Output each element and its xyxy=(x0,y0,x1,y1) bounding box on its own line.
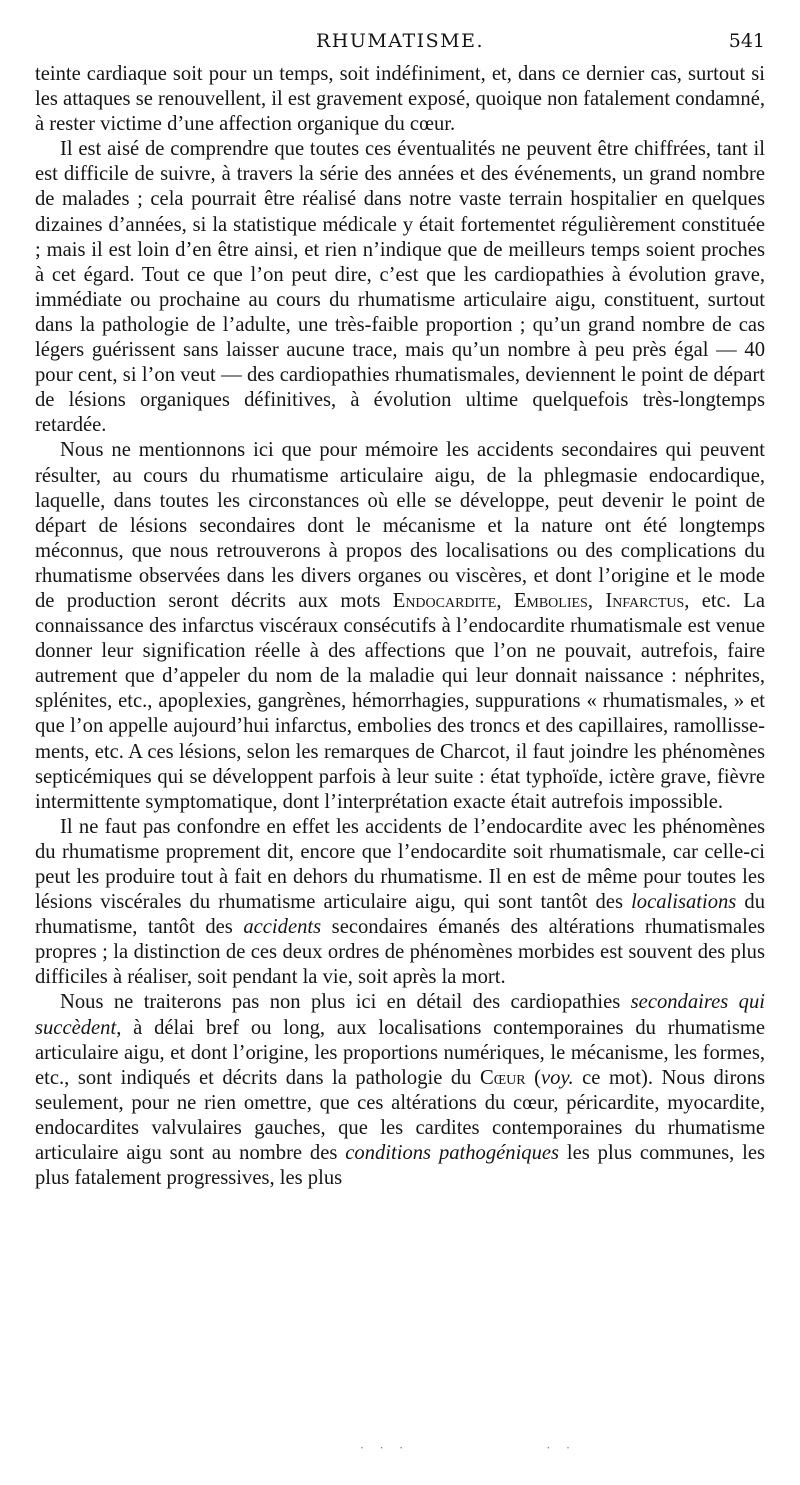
small-caps-term: Cœur xyxy=(480,1066,526,1089)
text-run: teinte cardiaque soit pour un temps, soit indéfiniment, et, dans ce dernier cas, surtout si les attaques se renouvellent, il est gravement exposé, quoique non fatalement condamné, à rester victime d’une affection organique du cœur. xyxy=(35,63,765,136)
small-caps-term: Infarctus xyxy=(605,589,685,612)
text-run: Nous ne mentionnons ici que pour mémoire les accidents secondaires qui peuvent résulter, au cours du rhumatisme articulaire aigu, de la phlegmasie endocardique, laquelle, dans toutes les circonstances où elle se développe, peut devenir le point de départ de lésions secondaires dont le mécanisme et la nature ont été longtemps méconnus, que nous retrouverons à propos des localisations ou des complications du rhumatisme observées dans les divers organes ou viscères, et dont l’origine et le mode de production seront décrits aux mots xyxy=(35,439,765,612)
small-caps-term: Endocardite xyxy=(392,589,497,612)
paragraph xyxy=(35,815,765,991)
running-title: RHUMATISME. xyxy=(315,30,485,52)
text-run: Il est aisé de comprendre que toutes ces éventualités ne peuvent être chiffrées, tant il est difficile de suivre, à travers la série des années et des événements, un grand nombre de malades ; cela pourrait être réalisé dans notre vaste terrain hospitalier en quelques dizaines d’années, si la statistique médicale y était fortementet régulièrement constituée ; mais il est loin d’en être ainsi, et rien n’indique que de meilleurs temps soient proches à cet égard. Tout ce que l’on peut dire, c’est que les cardiopathies à évolution grave, immédiate ou prochaine au cours du rhumatisme articulaire aigu, constituent, surtout dans la pathologie de l’adulte, une très-faible proportion ; qu’un grand nombre de cas légers guérissent sans laisser aucune trace, mais qu’un nombre à peu près égal — 40 pour cent, si l’on veut — des cardiopathies rhumatismales, deviennent le point de départ de lésions organiques définitives, à évolution ultime quelquefois très-longtemps retardée. xyxy=(35,138,765,437)
page-bottom-marks: · · · · · xyxy=(360,1441,576,1455)
page-number: 541 xyxy=(728,30,765,52)
page-header xyxy=(35,30,765,56)
italic-text: secondaires qui succèdent xyxy=(35,991,765,1039)
italic-text: localisations xyxy=(631,891,737,914)
paragraph xyxy=(35,137,765,438)
text-run: , etc. La connaissance des infarctus viscéraux consécutifs à l’endocardite rhumatismale est venue donner leur signification réelle à des affections que l’on ne pouvait, autrefois, faire autrement que d’appeler du nom de la maladie qui leur donnait naissance : néphrites, splénites, etc., apoplexies, gangrènes, hémorrhagies, suppurations « rhumatismales, » et que l’on appelle aujourd’hui infarctus, embolies des troncs et des capillaires, ramollissements, etc. A ces lésions, selon les remarques de Charcot, il faut joindre les phénomènes septicémiques qui se développent parfois à leur suite : état typhoïde, ictère grave, fièvre intermittente symptomatique, dont l’interprétation exacte était autrefois impossible. xyxy=(35,589,766,813)
text-run: , xyxy=(587,589,606,612)
text-run: Il ne faut pas confondre en effet les accidents de l’endocardite avec les phénomènes du rhumatisme proprement dit, encore que l’endocardite soit rhumatismale, car celle-ci peut les produire tout à fait en dehors du rhumatisme. Il en est de même pour toutes les lésions viscérales du rhumatisme articulaire aigu, qui sont tantôt des xyxy=(35,815,765,914)
italic-text: accidents xyxy=(243,916,322,939)
small-caps-term: Embolies xyxy=(513,589,588,612)
text-run: Nous ne traiterons pas non plus ici en détail des cardiopathies xyxy=(60,991,631,1014)
paragraph xyxy=(35,990,765,1191)
body-text xyxy=(35,62,765,1191)
paragraph xyxy=(35,438,765,814)
text-run: ce mot). Nous dirons seulement, pour ne rien omettre, que ces altérations du cœur, péricardite, myocardite, endocardites valvulaires gauches, que les cardites contemporaines du rhumatisme articulaire aigu sont au nombre des xyxy=(35,1066,765,1165)
text-run: du rhumatisme, tantôt des xyxy=(35,891,765,939)
text-run: , à délai bref ou long, aux localisations contemporaines du rhumatisme articulaire aigu, et dont l’origine, les proportions numériques, le mécanisme, les formes, etc., sont indiqués et décrits dans la pathologie du xyxy=(35,1016,765,1089)
text-run: ( xyxy=(525,1066,542,1089)
text-run: , xyxy=(496,589,514,612)
italic-text: conditions pathogéniques xyxy=(345,1142,560,1165)
text-run: secondaires émanés des altérations rhumatismales propres ; la distinction de ces deux ordres de phénomènes morbides est souvent des plus difficiles à réaliser, soit pendant la vie, soit après la mort. xyxy=(35,916,765,989)
paragraph xyxy=(35,62,765,137)
text-run: les plus communes, les plus fatalement progressives, les plus xyxy=(35,1142,765,1190)
italic-text: voy. xyxy=(541,1066,574,1089)
